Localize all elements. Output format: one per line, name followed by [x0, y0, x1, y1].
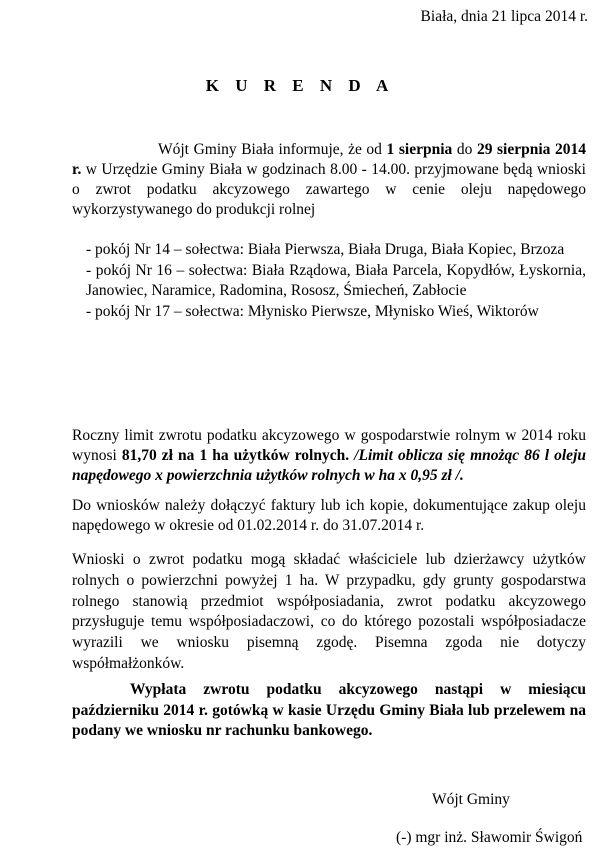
intro-paragraph [72, 140, 586, 220]
list-item: - pokój Nr 17 – sołectwa: Młynisko Pierwsze, Młynisko Wieś, Wiktorów [86, 303, 539, 321]
limit-amount: 81,70 zł na 1 ha użytków rolnych. [121, 447, 350, 464]
document-title: K U R E N D A [205, 76, 395, 95]
invoices-text: Do wniosków należy dołączyć faktury lub ich kopie, dokumentujące zakup oleju napędowego w okresie od 01.02.2014 r. do 31.07.2014 r. [72, 497, 586, 534]
intro-date-from: 1 sierpnia [386, 141, 453, 158]
signature-role: Wójt Gminy [432, 791, 510, 808]
intro-date-to: 29 sierpnia 2014 r. [72, 141, 586, 178]
payout-paragraph [72, 680, 586, 742]
limit-text: Roczny limit zwrotu podatku akcyzowego w gospodarstwie rolnym w 2014 roku wynosi [72, 427, 586, 464]
intro-text-1: Wójt Gminy Biała informuje, że od [158, 141, 387, 158]
intro-text-3: w Urzędzie Gminy Biała w godzinach 8.00 - 14.00. przyjmowane będą wnioski o zwrot podatku akcyzowego zawartego w cenie oleju napędowego wykorzystywanego do produkcji rolnej [72, 161, 586, 218]
eligibility-paragraph [72, 550, 586, 675]
signature-name: (-) mgr inż. Sławomir Świgoń [396, 829, 583, 846]
limit-formula: /Limit oblicza się mnożąc 86 l oleju napędowego x powierzchnia użytków rolnych w ha x 0,95 zł /. [72, 447, 586, 484]
list-item: - pokój Nr 16 – sołectwa: Biała Rządowa, Biała Parcela, Kopydłów, Łyskornia, Janowiec, Naramice, Radomina, Rososz, Śmiecheń, Zabłocie [86, 261, 586, 300]
payout-text: Wypłata zwrotu podatku akcyzowego nastąpi w miesiącu październiku 2014 r. gotówką w kasie Urzędu Gminy Biała lub przelewem na podany we wniosku nr rachunku bankowego. [72, 681, 586, 739]
rooms-list [86, 240, 586, 323]
invoices-paragraph [72, 496, 586, 536]
document-date: Biała, dnia 21 lipca 2014 r. [420, 8, 588, 25]
list-item: - pokój Nr 14 – sołectwa: Biała Pierwsza, Biała Druga, Biała Kopiec, Brzoza [86, 241, 565, 258]
eligibility-text: Wnioski o zwrot podatku mogą składać właściciele lub dzierżawcy użytków rolnych o powierzchni powyżej 1 ha. W przypadku, gdy grunty gospodarstwa rolnego stanowią przedmiot współposiadania, zwrot podatku akcyzowego przysługuje temu współposiadaczowi, co do którego pozostali współposiadacze wyrazili we wniosku pisemną zgodę. Pisemna zgoda nie dotyczy współmałżonków. [72, 551, 586, 672]
intro-text-2: do [452, 141, 477, 158]
limit-paragraph [72, 426, 586, 486]
